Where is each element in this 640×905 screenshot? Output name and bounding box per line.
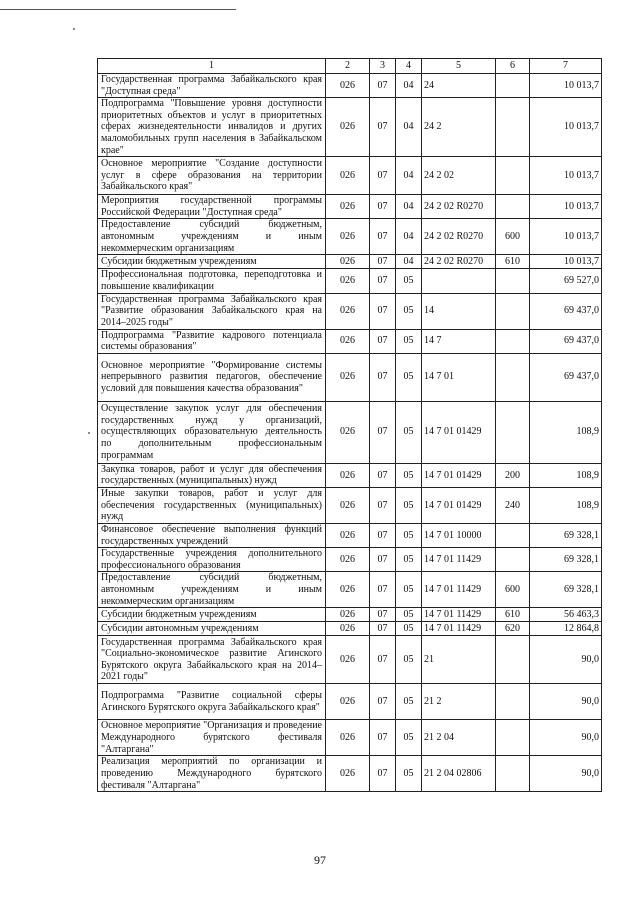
row-name-cell: Субсидии бюджетным учреждениям — [98, 255, 326, 269]
table-row — [98, 157, 602, 195]
row-name-cell: Подпрограмма "Развитие кадрового потенциала системы образования" — [98, 329, 326, 353]
row-cell-2: 026 — [326, 98, 370, 157]
row-cell-7: 90,0 — [530, 720, 602, 756]
table-row — [98, 572, 602, 608]
row-cell-6: 610 — [496, 608, 530, 622]
row-cell-7: 12 864,8 — [530, 622, 602, 636]
header-cell-3: 3 — [370, 59, 396, 74]
row-cell-3: 07 — [370, 548, 396, 572]
row-cell-6 — [496, 269, 530, 293]
row-name-cell: Государственные учреждения дополнительного профессионального образования — [98, 548, 326, 572]
row-name-cell: Субсидии автономным учреждениям — [98, 622, 326, 636]
table-row — [98, 293, 602, 329]
row-cell-5: 14 7 01 11429 — [422, 572, 496, 608]
row-cell-7: 69 328,1 — [530, 523, 602, 547]
row-cell-4: 05 — [396, 720, 422, 756]
row-cell-2: 026 — [326, 293, 370, 329]
row-cell-6: 600 — [496, 572, 530, 608]
row-name-cell: Профессиональная подготовка, переподготовка и повышение квалификации — [98, 269, 326, 293]
row-cell-6 — [496, 98, 530, 157]
row-cell-3: 07 — [370, 636, 396, 684]
row-cell-6 — [496, 720, 530, 756]
row-name-cell: Подпрограмма "Развитие социальной сферы Агинского Бурятского округа Забайкальского края" — [98, 684, 326, 720]
row-cell-7: 69 437,0 — [530, 329, 602, 353]
row-name-cell: Предоставление субсидий бюджетным, автономным учреждениям и иным некоммерческим организациям — [98, 219, 326, 255]
row-cell-7: 10 013,7 — [530, 219, 602, 255]
row-cell-5: 14 7 01 01429 — [422, 463, 496, 487]
row-name-cell: Реализация мероприятий по организации и проведению Международного бурятского фестиваля "Алтаргана" — [98, 756, 326, 792]
row-cell-2: 026 — [326, 523, 370, 547]
row-cell-3: 07 — [370, 756, 396, 792]
row-cell-4: 04 — [396, 219, 422, 255]
row-cell-5: 24 2 02 — [422, 157, 496, 195]
row-cell-7: 69 328,1 — [530, 572, 602, 608]
row-cell-5: 14 7 01 11429 — [422, 548, 496, 572]
row-cell-5: 21 2 04 02806 — [422, 756, 496, 792]
row-cell-4: 05 — [396, 353, 422, 401]
row-cell-3: 07 — [370, 329, 396, 353]
row-cell-2: 026 — [326, 720, 370, 756]
row-cell-5: 24 2 02 R0270 — [422, 219, 496, 255]
row-name-cell: Основное мероприятие "Организация и проведение Международного бурятского фестиваля "Алтаргана" — [98, 720, 326, 756]
row-cell-5: 24 2 02 R0270 — [422, 255, 496, 269]
header-cell-2: 2 — [326, 59, 370, 74]
row-cell-6 — [496, 523, 530, 547]
row-cell-5: 24 2 — [422, 98, 496, 157]
row-cell-3: 07 — [370, 487, 396, 523]
row-cell-3: 07 — [370, 523, 396, 547]
row-cell-7: 10 013,7 — [530, 74, 602, 98]
row-cell-3: 07 — [370, 219, 396, 255]
table-row — [98, 269, 602, 293]
row-cell-3: 07 — [370, 622, 396, 636]
table-row — [98, 219, 602, 255]
row-cell-2: 026 — [326, 487, 370, 523]
row-cell-3: 07 — [370, 157, 396, 195]
row-cell-4: 05 — [396, 636, 422, 684]
row-cell-5: 21 2 — [422, 684, 496, 720]
row-cell-3: 07 — [370, 353, 396, 401]
row-cell-5: 21 2 04 — [422, 720, 496, 756]
scan-speck — [88, 432, 90, 434]
row-name-cell: Закупка товаров, работ и услуг для обеспечения государственных (муниципальных) нужд — [98, 463, 326, 487]
row-cell-2: 026 — [326, 195, 370, 219]
row-cell-7: 69 437,0 — [530, 293, 602, 329]
row-cell-4: 04 — [396, 157, 422, 195]
row-cell-4: 05 — [396, 622, 422, 636]
row-cell-2: 026 — [326, 684, 370, 720]
row-cell-4: 05 — [396, 684, 422, 720]
row-cell-7: 108,9 — [530, 487, 602, 523]
row-name-cell: Мероприятия государственной программы Российской Федерации "Доступная среда" — [98, 195, 326, 219]
row-cell-6: 240 — [496, 487, 530, 523]
row-cell-6 — [496, 74, 530, 98]
row-name-cell: Подпрограмма "Повышение уровня доступности приоритетных объектов и услуг в приоритетных сферах жизнедеятельности инвалидов и других маломобильных групп населения в Забайкальском крае" — [98, 98, 326, 157]
row-cell-5: 14 7 — [422, 329, 496, 353]
row-cell-5: 24 — [422, 74, 496, 98]
row-cell-4: 04 — [396, 74, 422, 98]
row-name-cell: Государственная программа Забайкальского края "Доступная среда" — [98, 74, 326, 98]
table-row — [98, 353, 602, 401]
row-name-cell: Государственная программа Забайкальского края "Социально-экономическое развитие Агинского Бурятского округа Забайкальского края на 2014–2021 годы" — [98, 636, 326, 684]
row-cell-3: 07 — [370, 98, 396, 157]
row-cell-4: 05 — [396, 269, 422, 293]
row-cell-5: 14 7 01 01429 — [422, 401, 496, 463]
row-cell-2: 026 — [326, 269, 370, 293]
page-number: 97 — [314, 853, 326, 867]
row-cell-4: 04 — [396, 255, 422, 269]
row-cell-2: 026 — [326, 401, 370, 463]
header-cell-6: 6 — [496, 59, 530, 74]
row-cell-2: 026 — [326, 157, 370, 195]
row-cell-7: 90,0 — [530, 756, 602, 792]
row-cell-6: 200 — [496, 463, 530, 487]
row-cell-6 — [496, 195, 530, 219]
table-row — [98, 684, 602, 720]
row-cell-7: 90,0 — [530, 684, 602, 720]
table-row — [98, 463, 602, 487]
row-cell-6 — [496, 548, 530, 572]
row-cell-2: 026 — [326, 255, 370, 269]
row-cell-4: 05 — [396, 401, 422, 463]
row-name-cell: Предоставление субсидий бюджетным, автономным учреждениям и иным некоммерческим организациям — [98, 572, 326, 608]
header-cell-7: 7 — [530, 59, 602, 74]
row-cell-2: 026 — [326, 74, 370, 98]
table-row — [98, 98, 602, 157]
row-cell-5: 14 7 01 11429 — [422, 622, 496, 636]
row-cell-2: 026 — [326, 572, 370, 608]
table-row — [98, 74, 602, 98]
row-cell-6 — [496, 157, 530, 195]
row-cell-7: 108,9 — [530, 463, 602, 487]
row-cell-4: 05 — [396, 548, 422, 572]
row-cell-7: 10 013,7 — [530, 157, 602, 195]
row-cell-6 — [496, 329, 530, 353]
table-row — [98, 548, 602, 572]
header-cell-4: 4 — [396, 59, 422, 74]
row-cell-2: 026 — [326, 622, 370, 636]
header-cell-5: 5 — [422, 59, 496, 74]
header-cell-1: 1 — [98, 59, 326, 74]
row-name-cell: Финансовое обеспечение выполнения функций государственных учреждений — [98, 523, 326, 547]
row-cell-7: 69 328,1 — [530, 548, 602, 572]
row-cell-4: 05 — [396, 523, 422, 547]
row-cell-5: 21 — [422, 636, 496, 684]
table-row — [98, 195, 602, 219]
row-cell-3: 07 — [370, 74, 396, 98]
row-cell-7: 56 463,3 — [530, 608, 602, 622]
row-cell-3: 07 — [370, 463, 396, 487]
table-row — [98, 720, 602, 756]
row-cell-5 — [422, 269, 496, 293]
budget-table — [97, 58, 602, 792]
row-cell-3: 07 — [370, 608, 396, 622]
row-cell-7: 10 013,7 — [530, 255, 602, 269]
row-cell-7: 108,9 — [530, 401, 602, 463]
table-row — [98, 756, 602, 792]
row-cell-2: 026 — [326, 548, 370, 572]
row-cell-4: 05 — [396, 608, 422, 622]
row-cell-4: 04 — [396, 98, 422, 157]
row-cell-7: 90,0 — [530, 636, 602, 684]
row-cell-3: 07 — [370, 269, 396, 293]
row-cell-2: 026 — [326, 636, 370, 684]
table-row — [98, 329, 602, 353]
row-name-cell: Основное мероприятие "Создание доступности услуг в сфере образования на территории Забайкальского края" — [98, 157, 326, 195]
row-cell-4: 05 — [396, 463, 422, 487]
table-header-row — [98, 59, 602, 74]
row-cell-6 — [496, 401, 530, 463]
row-cell-4: 05 — [396, 293, 422, 329]
row-cell-7: 10 013,7 — [530, 98, 602, 157]
row-cell-2: 026 — [326, 756, 370, 792]
row-cell-5: 14 — [422, 293, 496, 329]
row-cell-7: 69 527,0 — [530, 269, 602, 293]
row-cell-4: 05 — [396, 756, 422, 792]
table-row — [98, 636, 602, 684]
row-cell-3: 07 — [370, 195, 396, 219]
scan-speck — [73, 28, 75, 30]
row-cell-5: 14 7 01 10000 — [422, 523, 496, 547]
table-row — [98, 608, 602, 622]
row-cell-6 — [496, 684, 530, 720]
row-cell-6 — [496, 756, 530, 792]
row-cell-6 — [496, 636, 530, 684]
table-row — [98, 401, 602, 463]
row-cell-3: 07 — [370, 720, 396, 756]
row-cell-3: 07 — [370, 572, 396, 608]
row-cell-2: 026 — [326, 329, 370, 353]
row-name-cell: Государственная программа Забайкальского края "Развитие образования Забайкальского края на 2014–2025 годы" — [98, 293, 326, 329]
row-cell-3: 07 — [370, 293, 396, 329]
row-cell-4: 05 — [396, 329, 422, 353]
row-cell-2: 026 — [326, 608, 370, 622]
top-rule — [0, 9, 236, 10]
row-name-cell: Иные закупки товаров, работ и услуг для обеспечения государственных (муниципальных) нужд — [98, 487, 326, 523]
row-cell-5: 14 7 01 01429 — [422, 487, 496, 523]
row-cell-4: 04 — [396, 195, 422, 219]
table-row — [98, 487, 602, 523]
row-cell-4: 05 — [396, 572, 422, 608]
row-cell-5: 24 2 02 R0270 — [422, 195, 496, 219]
row-cell-2: 026 — [326, 353, 370, 401]
table-row — [98, 523, 602, 547]
table-row — [98, 255, 602, 269]
row-name-cell: Субсидии бюджетным учреждениям — [98, 608, 326, 622]
row-cell-4: 05 — [396, 487, 422, 523]
row-cell-6 — [496, 353, 530, 401]
row-cell-3: 07 — [370, 401, 396, 463]
row-cell-3: 07 — [370, 684, 396, 720]
row-cell-2: 026 — [326, 463, 370, 487]
row-cell-6 — [496, 293, 530, 329]
row-name-cell: Основное мероприятие "Формирование системы непрерывного развития педагогов, обеспечение условий для повышения качества образования" — [98, 353, 326, 401]
row-cell-5: 14 7 01 — [422, 353, 496, 401]
row-cell-6: 610 — [496, 255, 530, 269]
row-cell-6: 600 — [496, 219, 530, 255]
table-row — [98, 622, 602, 636]
row-cell-2: 026 — [326, 219, 370, 255]
row-cell-7: 10 013,7 — [530, 195, 602, 219]
row-cell-3: 07 — [370, 255, 396, 269]
row-cell-6: 620 — [496, 622, 530, 636]
row-cell-5: 14 7 01 11429 — [422, 608, 496, 622]
row-cell-7: 69 437,0 — [530, 353, 602, 401]
row-name-cell: Осуществление закупок услуг для обеспечения государственных нужд у организаций, осуществляющих образовательную деятельность по дополнительным профессиональным программам — [98, 401, 326, 463]
